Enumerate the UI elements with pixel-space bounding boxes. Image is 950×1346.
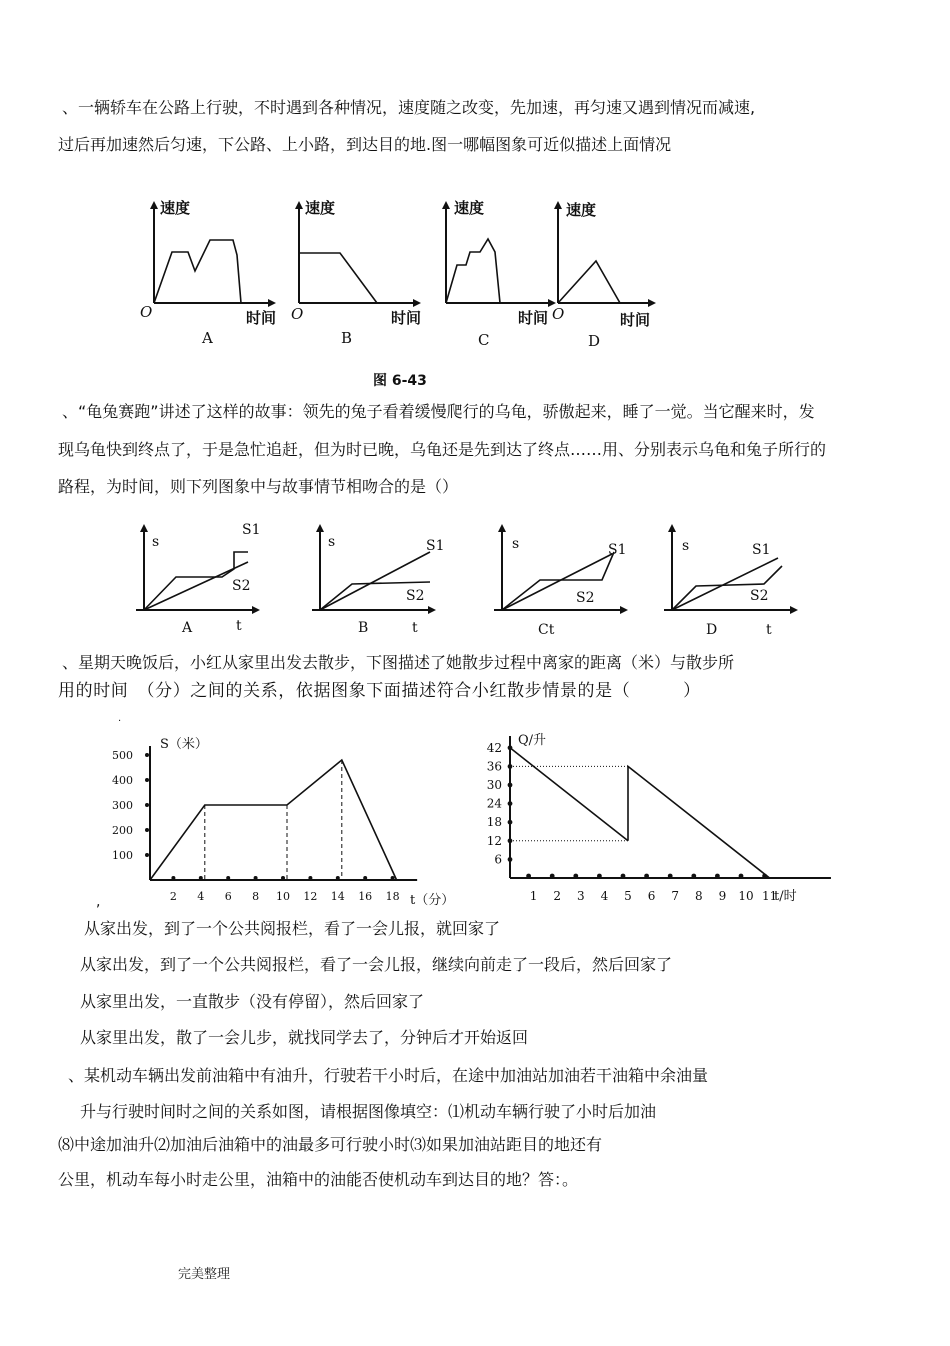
footer-note: 完美整理 xyxy=(178,1267,231,1282)
s1-label: S1 xyxy=(242,522,261,538)
fuel-x-tick-label: 6 xyxy=(647,889,656,903)
walk-y-tick-label: 200 xyxy=(112,824,133,837)
walk-x-tick-label: 16 xyxy=(358,890,373,903)
s-axis-label: s xyxy=(682,538,690,554)
origin-label: O xyxy=(140,303,153,321)
race-graph-c xyxy=(484,522,634,637)
walk-x-tick-label: 8 xyxy=(252,890,260,903)
s2-label: S2 xyxy=(750,588,769,604)
fuel-y-tick-label: 30 xyxy=(486,778,502,792)
time-x-label: 时间 xyxy=(620,311,651,329)
walk-x-tick-label: 14 xyxy=(330,890,345,903)
speed-y-label: 速度 xyxy=(454,199,485,217)
race-graph-d xyxy=(654,522,804,637)
speed-graph-b xyxy=(285,195,435,355)
fuel-y-tick-dot xyxy=(508,820,513,825)
stray-mark: , xyxy=(96,894,101,910)
q3-option-c: 从家里出发，散了一会儿步，就找同学去了，分钟后才开始返回 xyxy=(80,1028,529,1047)
t-axis-label: t xyxy=(412,620,418,636)
s-axis-label: s xyxy=(512,536,520,552)
fuel-x-tick-label: 11 xyxy=(761,889,778,903)
fuel-y-tick-dot xyxy=(508,801,513,806)
fuel-x-tick-dot xyxy=(668,874,673,879)
fuel-y-tick-dot xyxy=(508,857,513,862)
walk-x-tick-dot xyxy=(254,876,258,880)
time-x-label: 时间 xyxy=(391,309,422,327)
fuel-y-tick-label: 6 xyxy=(494,852,502,867)
fuel-y-tick-dot xyxy=(508,783,513,788)
fuel-x-tick-label: 10 xyxy=(738,889,754,903)
fuel-x-tick-label: 2 xyxy=(553,889,562,903)
walk-y-tick-dot xyxy=(145,778,149,782)
walk-y-label: S（米） xyxy=(160,737,208,752)
t-axis-label: t xyxy=(766,622,772,638)
stray-mark: · xyxy=(118,716,122,727)
speed-y-label: 速度 xyxy=(566,201,597,219)
fuel-y-label: Q/升 xyxy=(518,733,547,748)
option-label-a: A xyxy=(202,329,213,347)
walk-y-tick-label: 400 xyxy=(112,774,133,787)
walk-x-label: t（分） xyxy=(410,893,455,908)
option-label-a: A xyxy=(182,620,193,636)
walk-x-tick-dot xyxy=(308,876,312,880)
t-axis-label: t xyxy=(236,618,242,634)
walk-distance-line xyxy=(150,760,397,880)
walk-y-tick-label: 500 xyxy=(112,749,133,762)
speed-y-label: 速度 xyxy=(160,199,191,217)
option-label-b: B xyxy=(358,620,369,636)
fuel-y-tick-label: 42 xyxy=(486,740,502,755)
fuel-x-tick-label: 9 xyxy=(718,889,727,903)
fuel-x-tick-label: 1 xyxy=(529,889,538,903)
walk-x-tick-dot xyxy=(226,876,230,880)
q3-text-line1: 、星期天晚饭后，小红从家里出发去散步，下图描述了她散步过程中离家的距离（米）与散步所 xyxy=(62,653,735,672)
fuel-x-tick-dot xyxy=(597,874,602,879)
fuel-x-tick-dot xyxy=(573,874,578,879)
fuel-x-tick-label: 8 xyxy=(694,889,703,903)
walk-y-tick-dot xyxy=(145,803,149,807)
race-graph-b xyxy=(302,522,452,637)
walk-x-tick-dot xyxy=(363,876,367,880)
q3-text-line2: 用的时间 （分）之间的关系，依据图象下面描述符合小红散步情景的是（ ） xyxy=(58,681,701,701)
fuel-series-line xyxy=(628,766,770,878)
time-x-label: 时间 xyxy=(518,309,549,327)
walk-y-tick-dot xyxy=(145,828,149,832)
walk-x-tick-label: 18 xyxy=(385,890,400,903)
race-graph-a xyxy=(126,522,276,637)
fuel-series-line xyxy=(510,748,628,841)
fuel-y-tick-label: 18 xyxy=(486,815,502,830)
origin-label: O xyxy=(552,305,565,323)
walk-x-tick-dot xyxy=(199,876,203,880)
q3-option-clipped: 从家出发，到了一个公共阅报栏，看了一会儿报，就回家了 xyxy=(84,919,501,938)
option-label-c: Ct xyxy=(538,622,555,638)
walk-x-tick-dot xyxy=(281,876,285,880)
walk-x-tick-label: 6 xyxy=(224,890,232,903)
fuel-x-tick-dot xyxy=(526,874,531,879)
s-axis-label: s xyxy=(152,534,160,550)
q4-text-line3: ⑻中途加油升⑵加油后油箱中的油最多可行驶小时⑶如果加油站距目的地还有 xyxy=(58,1135,603,1154)
fuel-x-tick-dot xyxy=(621,874,626,879)
s1-label: S1 xyxy=(608,542,627,558)
s1-label: S1 xyxy=(426,538,445,554)
q4-text-line2: 升与行驶时间时之间的关系如图，请根据图像填空：⑴机动车辆行驶了小时后加油 xyxy=(80,1102,657,1121)
figure-caption: 图 6-43 xyxy=(373,373,427,389)
option-label-b: B xyxy=(341,329,353,347)
walk-x-tick-label: 12 xyxy=(303,890,318,903)
walk-y-tick-label: 300 xyxy=(112,799,133,812)
q4-text-line4: 公里，机动车每小时走公里，油箱中的油能否使机动车到达目的地？答：。 xyxy=(58,1170,579,1189)
q2-text-line1: 、“龟兔赛跑”讲述了这样的故事：领先的兔子看着缓慢爬行的乌龟，骄傲起来，睡了一觉。当它醒来时，发 xyxy=(62,402,815,421)
fuel-level-chart xyxy=(478,730,828,912)
walk-x-tick-dot xyxy=(336,876,340,880)
option-label-c: C xyxy=(478,331,490,349)
walk-x-tick-dot xyxy=(171,876,175,880)
option-label-d: D xyxy=(588,332,601,350)
fuel-y-tick-label: 24 xyxy=(486,796,502,811)
q3-option-a: 从家出发，到了一个公共阅报栏，看了一会儿报，继续向前走了一段后，然后回家了 xyxy=(80,955,673,974)
fuel-x-tick-label: 4 xyxy=(600,889,609,903)
q4-text-line1: 、某机动车辆出发前油箱中有油升，行驶若干小时后，在途中加油站加油若干油箱中余油量 xyxy=(68,1066,709,1085)
s2-label: S2 xyxy=(232,578,251,594)
walk-distance-chart xyxy=(96,716,460,923)
speed-y-label: 速度 xyxy=(305,199,336,217)
speed-graph-d xyxy=(542,195,672,355)
walk-y-tick-label: 100 xyxy=(112,849,133,862)
s-axis-label: s xyxy=(328,534,336,550)
s2-label: S2 xyxy=(406,588,425,604)
fuel-x-tick-label: 5 xyxy=(624,889,632,903)
q1-text-line1: 、一辆轿车在公路上行驶，不时遇到各种情况，速度随之改变，先加速，再匀速又遇到情况而减速, xyxy=(62,98,756,117)
fuel-x-tick-label: 3 xyxy=(576,889,585,903)
fuel-x-tick-dot xyxy=(715,874,720,879)
walk-x-tick-label: 2 xyxy=(169,890,177,903)
fuel-y-tick-label: 36 xyxy=(486,759,502,774)
walk-x-tick-label: 10 xyxy=(276,890,290,903)
fuel-x-tick-dot xyxy=(644,874,649,879)
fuel-x-tick-label: 7 xyxy=(671,889,680,903)
q2-text-line3: 路程，为时间，则下列图象中与故事情节相吻合的是（） xyxy=(58,477,459,496)
s2-label: S2 xyxy=(576,590,595,606)
option-label-d: D xyxy=(706,622,718,638)
time-x-label: 时间 xyxy=(246,309,277,327)
fuel-x-tick-dot xyxy=(691,874,696,879)
walk-y-tick-dot xyxy=(145,753,149,757)
walk-x-tick-dot xyxy=(391,876,395,880)
fuel-x-tick-dot xyxy=(739,874,744,879)
fuel-x-label: t/时 xyxy=(774,889,797,904)
speed-graph-a xyxy=(140,195,290,355)
fuel-y-tick-label: 12 xyxy=(486,833,502,848)
q2-text-line2: 现乌龟快到终点了，于是急忙追赶，但为时已晚，乌龟还是先到达了终点……用、分别表示乌龟和兔子所行的 xyxy=(58,440,827,459)
s1-label: S1 xyxy=(752,542,771,558)
walk-y-tick-dot xyxy=(145,853,149,857)
fuel-x-tick-dot xyxy=(550,874,555,879)
q1-text-line2: 过后再加速然后匀速，下公路、上小路，到达目的地.图一哪幅图象可近似描述上面情况 xyxy=(58,135,672,154)
q3-option-b: 从家里出发，一直散步（没有停留），然后回家了 xyxy=(80,992,425,1011)
walk-x-tick-label: 4 xyxy=(197,890,205,903)
origin-label: O xyxy=(291,305,304,323)
